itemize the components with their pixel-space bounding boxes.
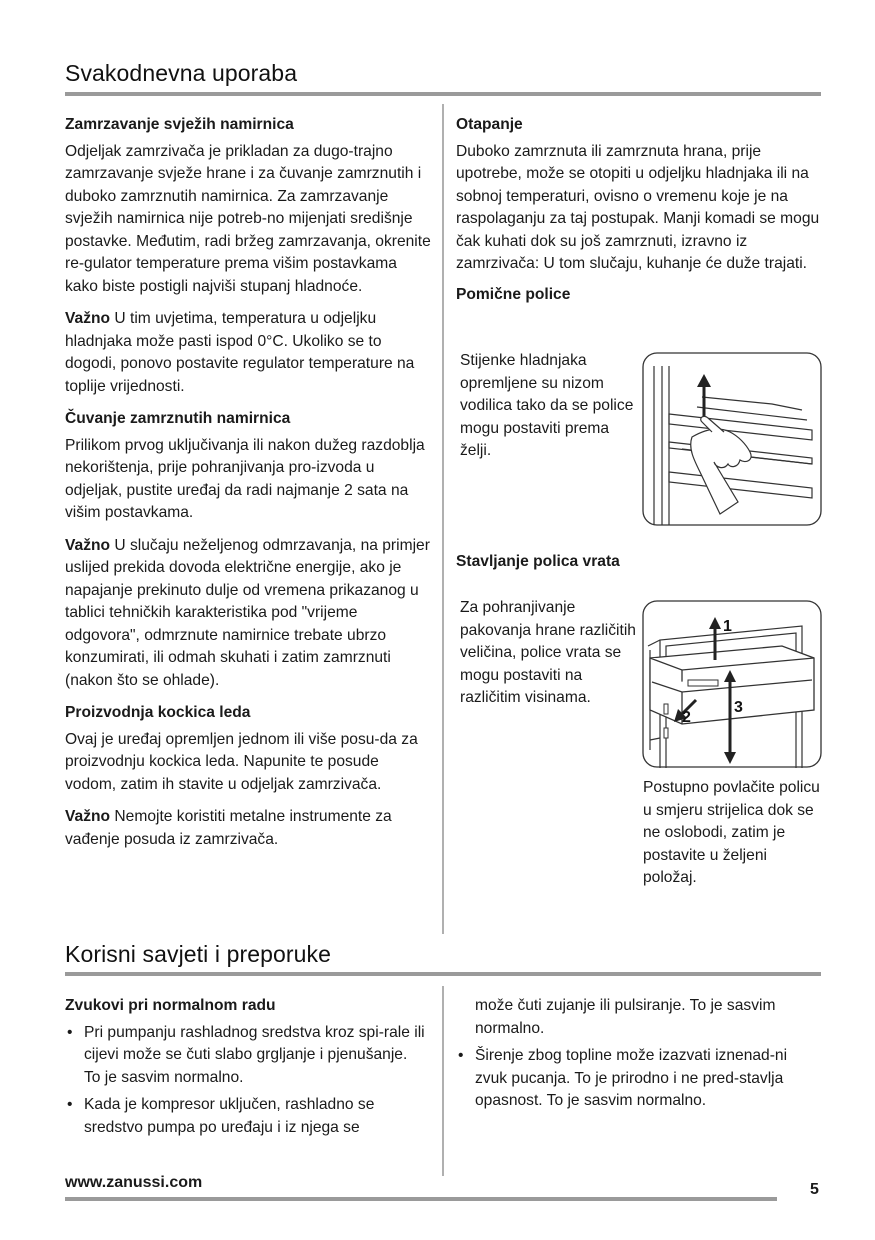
note-3 (65, 806, 433, 851)
ice-heading: Proizvodnja kockica leda (65, 704, 251, 721)
door-shelf-caption: Postupno povlačite policu u smjeru strijelica dok se ne oslobodi, zatim je postavite u željeni položaj. (643, 779, 820, 886)
door-shelf-bin (650, 646, 814, 724)
footer-rule (65, 1197, 777, 1201)
storage-text: Prilikom prvog uključivanja ili nakon dužeg razdoblja nekorištenja, prije pohranjivanja pro-izvoda u odjeljak, pustite uređaj da radi najmanje 2 sata na višim postavkama. (65, 436, 425, 521)
movable-shelves-heading: Pomične police (456, 285, 571, 303)
note-2 (65, 535, 433, 693)
ice-text: Ovaj je uređaj opremljen jednom ili više posu-da za proizvodnju kockica leda. Napunite te posude vodom, zatim ih stavite u odjeljak zamrzivača. (65, 730, 418, 793)
sounds-list-continued (456, 1045, 821, 1113)
column-divider (442, 104, 444, 934)
footer-url: www.zanussi.com (65, 1174, 203, 1191)
storage-heading: Čuvanje zamrznutih namirnica (65, 410, 291, 427)
note-label: Važno (65, 310, 111, 327)
tips-right-column (456, 995, 821, 1118)
door-shelves-text: Za pohranjivanje pakovanja hrane različitih veličina, police vrata se mogu postaviti na različitim visinama. (460, 599, 636, 706)
fig-label-2: 2 (682, 709, 691, 726)
note-text: U slučaju neželjenog odmrzavanja, na primjer uslijed prekida dovoda električne energije, ako je napajanje prekinuto dulje od vremena prikazanog u tablici tehničkih karakteristika pod "vrijeme odgovora", odmrznute namirnice trebate ubrzo konzumirati, ili odmah skuhati i zatim zamrznuti (nakon što se ohlade). (65, 536, 430, 689)
right-column (456, 114, 821, 310)
note-text: U tim uvjetima, temperatura u odjeljku hladnjaka može pasti ispod 0°C. Ukoliko se to dogodi, ponovo postavite regulator temperature na toplije vrijednosti. (65, 310, 415, 395)
note-label: Važno (65, 808, 111, 825)
list-item: • Širenje zbog topline može izazvati iznenad-ni zvuk pucanja. To je prirodno i ne pred-stavlja opasnost. To je sasvim normalno. (456, 1045, 821, 1113)
note-1 (65, 308, 433, 398)
list-item: • Pri pumpanju rashladnog sredstva kroz spi-rale ili cijevi može se čuti slabo grgljanje i pjenušanje. To je sasvim normalno. (65, 1022, 425, 1090)
fig-label-1: 1 (723, 618, 732, 635)
column-divider (442, 986, 444, 1176)
list-item: • Kada je kompresor uključen, rashladno se sredstvo pumpa po uređaju i iz njega se (65, 1094, 425, 1139)
door-shelf-illustration (642, 600, 822, 768)
thawing-heading: Otapanje (456, 116, 523, 133)
tips-left-column (65, 995, 425, 1144)
fresh-freezing-heading: Zamrzavanje svježih namirnica (65, 116, 294, 133)
note-label: Važno (65, 536, 111, 554)
sounds-list (65, 1022, 425, 1140)
left-column (65, 114, 433, 859)
normal-sounds-heading: Zvukovi pri normalnom radu (65, 997, 276, 1014)
section-title-tips: Korisni savjeti i preporuke (65, 941, 332, 967)
note-text: Nemojte koristiti metalne instrumente za vađenje posuda iz zamrzivača. (65, 808, 392, 848)
section-rule (65, 972, 821, 976)
section-rule (65, 92, 821, 96)
list-item-continuation: može čuti zujanje ili pulsiranje. To je sasvim normalno. (475, 997, 776, 1037)
page-number: 5 (810, 1181, 819, 1198)
door-shelves-heading: Stavljanje polica vrata (456, 553, 620, 570)
thawing-text: Duboko zamrznuta ili zamrznuta hrana, prije upotrebe, može se otopiti u odjeljku hladnjaka ili na sobnoj temperaturi, ovisno o vremenu koje je na raspolaganju za taj postupak. Manji komadi se mogu čak kuhati dok su još zamrznuti, izravno iz zamrzivača: U tom slučaju, kuhanje će duže trajati. (456, 142, 820, 272)
fig-label-3: 3 (734, 699, 743, 716)
fresh-freezing-text: Odjeljak zamrzivača je prikladan za dugo-trajno zamrzavanje svježe hrane i za čuvanje zamrznutih i duboko zamrznutih namirnica. Za zamrzavanje svježih namirnica nije potreb-no mijenjati središnje postavke. Međutim, radi bržeg zamrzavanja, okrenite re-gulator temperature prema višim postavkama kako biste postigli najviši stupanj hladnoće. (65, 142, 431, 295)
movable-shelves-text: Stijenke hladnjaka opremljene su nizom vodilica tako da se police mogu postaviti prema želji. (460, 352, 634, 459)
section-title-daily-use: Svakodnevna uporaba (65, 60, 298, 86)
movable-shelves-illustration (642, 352, 822, 526)
